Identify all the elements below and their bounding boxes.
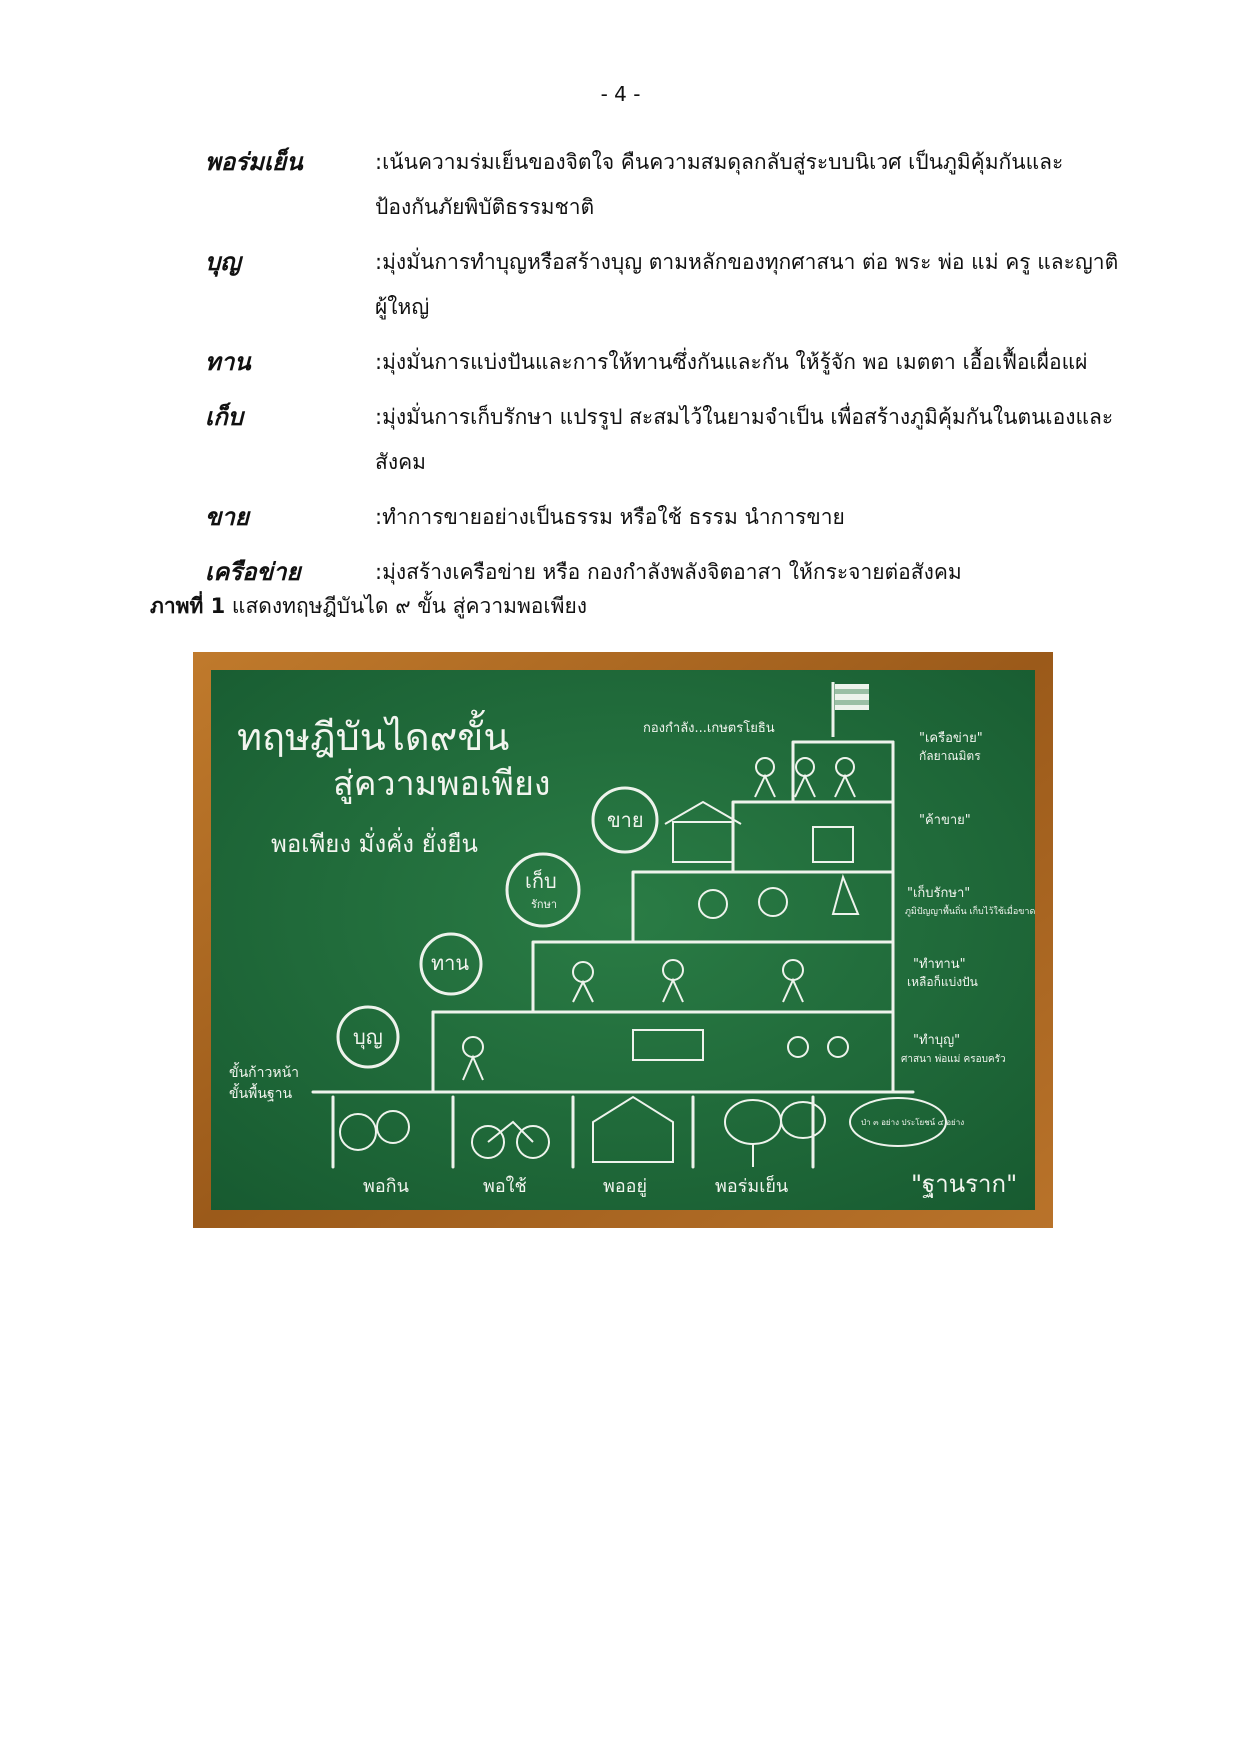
definition-term: ทาน [205,348,251,376]
board-title-1: ทฤษฎีบันได๙ขั้น [237,715,510,759]
circle-label-keep: เก็บ [525,869,557,893]
right-label-give: "ทำทาน" [913,957,966,972]
definition-desc: :มุ่งสร้างเครือข่าย หรือ กองกำลังพลังจิตอาสา ให้กระจายต่อสังคม [375,560,962,584]
definition-row [205,340,1125,385]
right-sub-network: กัลยาณมิตร [919,749,981,763]
speech-bubble-text: ป่า ๓ อย่าง ประโยชน์ ๔ อย่าง [861,1118,965,1127]
right-label-sell: "ค้าขาย" [919,813,971,828]
definition-term: เครือข่าย [205,558,301,586]
bottom-label-peace: พอร่มเย็น [715,1176,789,1197]
definition-row [205,495,1125,540]
chalkboard-svg [193,652,1053,1228]
circle-label-sell: ขาย [607,808,644,832]
circle-label-tan: ทาน [431,951,470,975]
bottom-label-live: พออยู่ [603,1176,648,1197]
circle-label-boon: บุญ [353,1025,383,1049]
definition-term: พอร่มเย็น [205,148,303,176]
definition-list [205,140,1125,605]
board-top-label: กองกำลัง...เกษตรโยธิน [643,721,775,736]
definition-desc: :มุ่งมั่นการเก็บรักษา แปรรูป สะสมไว้ในยามจำเป็น เพื่อสร้างภูมิคุ้มกันในตนเองและสังคม [375,405,1114,474]
definition-term: เก็บ [205,403,243,431]
left-label-advanced: ขั้นก้าวหน้า [229,1065,299,1081]
definition-row [205,550,1125,595]
caption-text: แสดงทฤษฎีบันได ๙ ขั้น สู่ความพอเพียง [225,594,587,618]
right-label-merit: "ทำบุญ" [913,1033,961,1048]
definition-desc: :เน้นความร่มเย็นของจิตใจ คืนความสมดุลกลับสู่ระบบนิเวศ เป็นภูมิคุ้มกันและป้องกันภัยพิบัติธรรมชาติ [375,150,1064,219]
definition-row [205,395,1125,485]
definition-row [205,240,1125,330]
definition-term: บุญ [205,248,241,276]
right-sub-give: เหลือก็แบ่งปัน [907,975,978,989]
page-number: - 4 - [600,82,641,106]
circle-sub-keep: รักษา [531,898,557,911]
definition-desc: :มุ่งมั่นการทำบุญหรือสร้างบุญ ตามหลักของทุกศาสนา ต่อ พระ พ่อ แม่ ครู และญาติผู้ใหญ่ [375,250,1119,319]
left-label-basic: ขั้นพื้นฐาน [229,1086,293,1102]
right-label-keep: "เก็บรักษา" [907,886,971,901]
chalkboard-figure [193,652,1053,1228]
board-subtitle: พอเพียง มั่งคั่ง ยั่งยืน [271,830,478,858]
definition-row [205,140,1125,230]
right-sub-merit: ศาสนา พ่อแม่ ครอบครัว [901,1054,1006,1065]
definition-desc: :ทำการขายอย่างเป็นธรรม หรือใช้ ธรรม นำการขาย [375,505,845,529]
bottom-label-eat: พอกิน [363,1176,409,1197]
caption-label: ภาพที่ 1 [150,594,226,618]
figure-caption [150,590,587,623]
foundation-label: "ฐานราก" [911,1170,1018,1198]
bottom-label-use: พอใช้ [483,1176,527,1197]
definition-desc: :มุ่งมั่นการแบ่งปันและการให้ทานซึ่งกันและกัน ให้รู้จัก พอ เมตตา เอื้อเฟื้อเผื่อแผ่ [375,350,1088,374]
right-label-network: "เครือข่าย" [919,731,983,746]
definition-term: ขาย [205,503,249,531]
board-title-2: สู่ความพอเพียง [333,764,551,804]
right-sub-keep: ภูมิปัญญาพื้นถิ่น เก็บไว้ใช้เมื่อขาด [905,907,1036,917]
